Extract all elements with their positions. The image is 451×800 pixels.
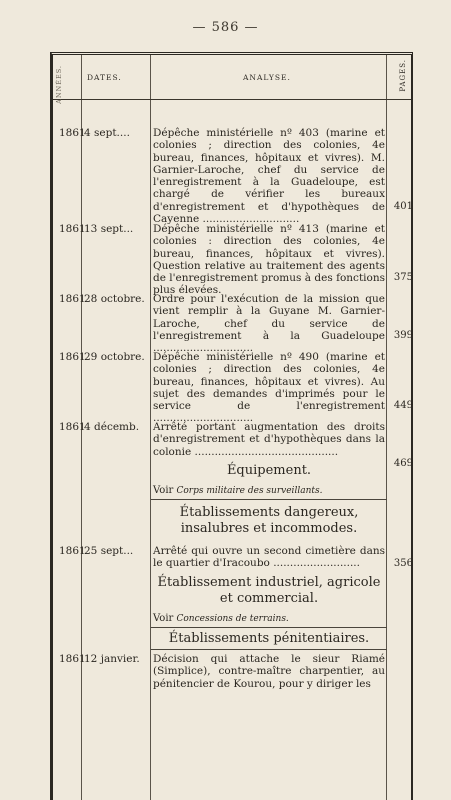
section-rule xyxy=(151,649,387,650)
entry-page: 356 xyxy=(393,558,413,569)
see-also-ref: Concessions de terrains. xyxy=(176,614,289,624)
entry-text: Arrêté portant augmentation des droits d'enregistrement et d'hypothèques dans la colonie ........................................... xyxy=(153,421,385,458)
entry-date: 4 sept.... xyxy=(84,127,130,139)
entry-date: 28 octobre. xyxy=(84,293,145,305)
see-also-label: Voir xyxy=(153,485,174,496)
entry-year: 1861 xyxy=(59,293,86,305)
entry-year: 1861 xyxy=(59,223,86,235)
entry-page: 401 xyxy=(393,201,413,212)
see-also-equipement xyxy=(153,485,385,496)
see-also-industriel xyxy=(153,613,385,624)
entry-page: 375 xyxy=(393,272,413,283)
entry-page: 469 xyxy=(393,458,413,469)
section-heading-etablissements-dangereux: Établissements dangereux, insalubres et incommodes. xyxy=(179,505,359,536)
entry-date: 12 janvier. xyxy=(84,653,140,665)
entry-date: 13 sept... xyxy=(84,223,134,235)
section-rule xyxy=(151,499,387,500)
table-header xyxy=(53,55,411,104)
entry-text: Dépêche ministérielle nº 490 (marine et colonies ; direction des colonies, 4e bureau, finances, hôpitaux et vivres). Au sujet des demandes d'imprimés pour le service de l'enregistrement .............................. xyxy=(153,351,385,425)
entry-year: 1861 xyxy=(59,421,86,433)
entry-year: 1861 xyxy=(59,545,86,557)
entry-date: 25 sept... xyxy=(84,545,134,557)
index-table xyxy=(50,52,413,800)
section-heading-etablissement-industriel: Établissement industriel, agricole et commercial. xyxy=(157,575,381,606)
entry-text: Dépêche ministérielle nº 413 (marine et colonies : direction des colonies, 4e bureau, finances, hôpitaux et vivres). Question relative au traitement des agents de l'enregistrement promus à des fonctions plus élevées. xyxy=(153,223,385,297)
pages-header: PAGES. xyxy=(399,59,407,92)
entry-date: 4 décemb. xyxy=(84,421,140,433)
page-number: — 586 — xyxy=(192,20,259,35)
section-heading-etablissements-penitentiaires: Établissements pénitentiaires. xyxy=(168,631,370,646)
entry-year: 1861 xyxy=(59,127,86,139)
see-also-label: Voir xyxy=(153,613,174,624)
entry-page: 449 xyxy=(393,400,413,411)
entry-page: 399 xyxy=(393,330,413,341)
entry-text: Arrêté qui ouvre un second cimetière dans le quartier d'Iracoubo .......................... xyxy=(153,545,385,570)
section-heading-equipement: Équipement. xyxy=(226,463,312,478)
analysis-header: ANALYSE. xyxy=(243,73,291,82)
entry-date: 29 octobre. xyxy=(84,351,145,363)
see-also-ref: Corps militaire des surveillants. xyxy=(176,486,323,496)
section-rule xyxy=(151,627,387,628)
entry-text: Décision qui attache le sieur Riamé (Simplice), contre-maître charpentier, au pénitencier de Kourou, pour y diriger les xyxy=(153,653,385,690)
years-header: ANNÉES. xyxy=(55,65,63,104)
dates-header: DATES. xyxy=(87,73,122,82)
entry-year: 1861 xyxy=(59,351,86,363)
entry-year: 1861 xyxy=(59,653,86,665)
entry-text: Ordre pour l'exécution de la mission que vient remplir à la Guyane M. Garnier-Laroche, chef du service de l'enregistrement à la Guadeloupe .............................. xyxy=(153,293,385,355)
entry-text: Dépêche ministérielle nº 403 (marine et colonies ; direction des colonies, 4e bureau, finances, hôpitaux et vivres). M. Garnier-Laroche, chef du service de l'enregistrement à la Guadeloupe, est chargé de vérifier les bureaux d'enregistrement et d'hypothèques de Cayenne ............................. xyxy=(153,127,385,226)
